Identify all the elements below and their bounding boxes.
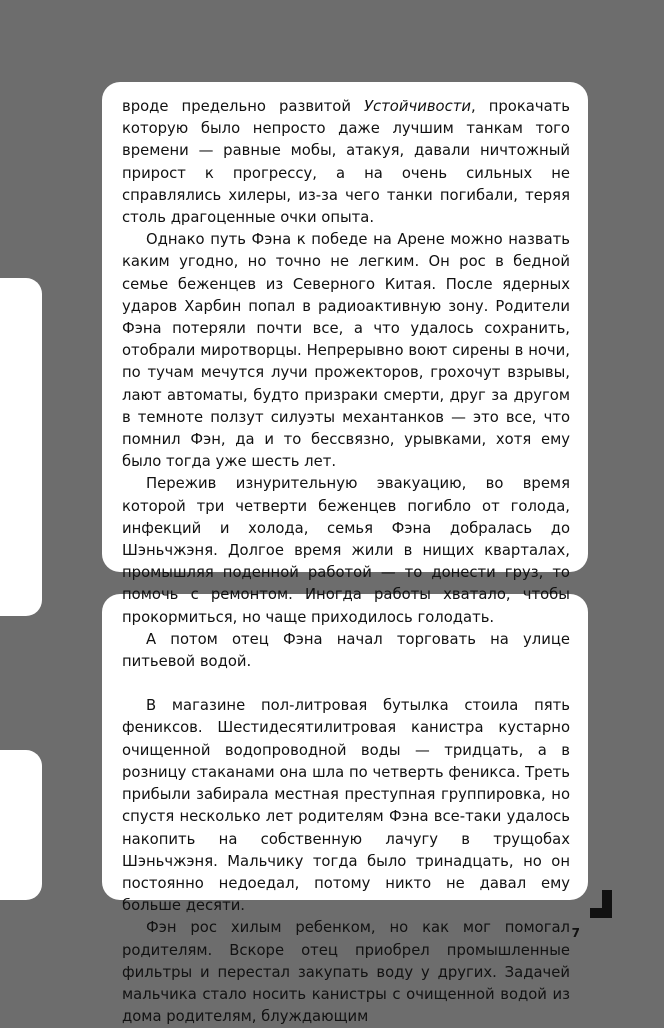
paragraph-6: Фэн рос хилым ребенком, но как мог помогал родителям. Вскоре отец приобрел промышленные фильтры и перестал закупать воду у других. Задачей мальчика стало носить канистры с очищенной водой из дома родителям, блуждающим xyxy=(122,919,570,1026)
body-text xyxy=(122,96,570,1028)
page-number: 7 xyxy=(571,926,580,940)
side-tab-upper xyxy=(0,278,42,616)
paragraph-2: Однако путь Фэна к победе на Арене можно назвать каким угодно, но точно не легким. Он рос в бедной семье беженцев из Северного Китая. После ядерных ударов Харбин попал в радиоактивную зону. Родители Фэна потеряли почти все, а что удалось сохранить, отобрали миротворцы. Непрерывно воют сирены в ночи, по тучам мечутся лучи прожекторов, грохочут взрывы, лают автоматы, будто призраки смерти, друг за другом в темноте ползут силуэты механтанков — это все, что помнил Фэн, да и то бессвязно, урывками, хотя ему было тогда уже шесть лет. xyxy=(122,231,570,471)
side-tab-lower xyxy=(0,750,42,900)
paragraph-3: Пережив изнурительную эвакуацию, во время которой три четверти беженцев погибло от голода, инфекций и холода, семья Фэна добралась до Шэньчжэня. Долгое время жили в нищих кварталах, промышляя поденной работой — то донести груз, то помочь с ремонтом. Иногда работы хватало, чтобы прокормиться, но чаще приходилось голодать. xyxy=(122,475,570,626)
paragraph-1: вроде предельно развитой Устойчивости, прокачать которую было непросто даже лучшим танкам того времени — равные мобы, атакуя, давали ничтожный прирост к прогрессу, а на очень сильных не справлялись хилеры, из-за чего танки погибали, теряя столь драгоценные очки опыта. xyxy=(122,98,570,227)
paragraph-4: А потом отец Фэна начал торговать на улице питьевой водой. xyxy=(122,630,570,671)
corner-bracket-icon xyxy=(590,890,612,918)
paragraph-5: В магазине пол-литровая бутылка стоила пять фениксов. Шестидесятилитровая канистра кустарно очищенной водопроводной воды — тридцать, а в розницу стаканами она шла по четверть феникса. Треть прибыли забирала местная преступная группировка, но спустя несколько лет родителям Фэна все-таки удалось накопить на собственную лачугу в трущобах Шэньчжэня. Мальчику тогда было тринадцать, но он постоянно недоедал, потому никто не давал ему больше десяти. xyxy=(122,697,570,915)
